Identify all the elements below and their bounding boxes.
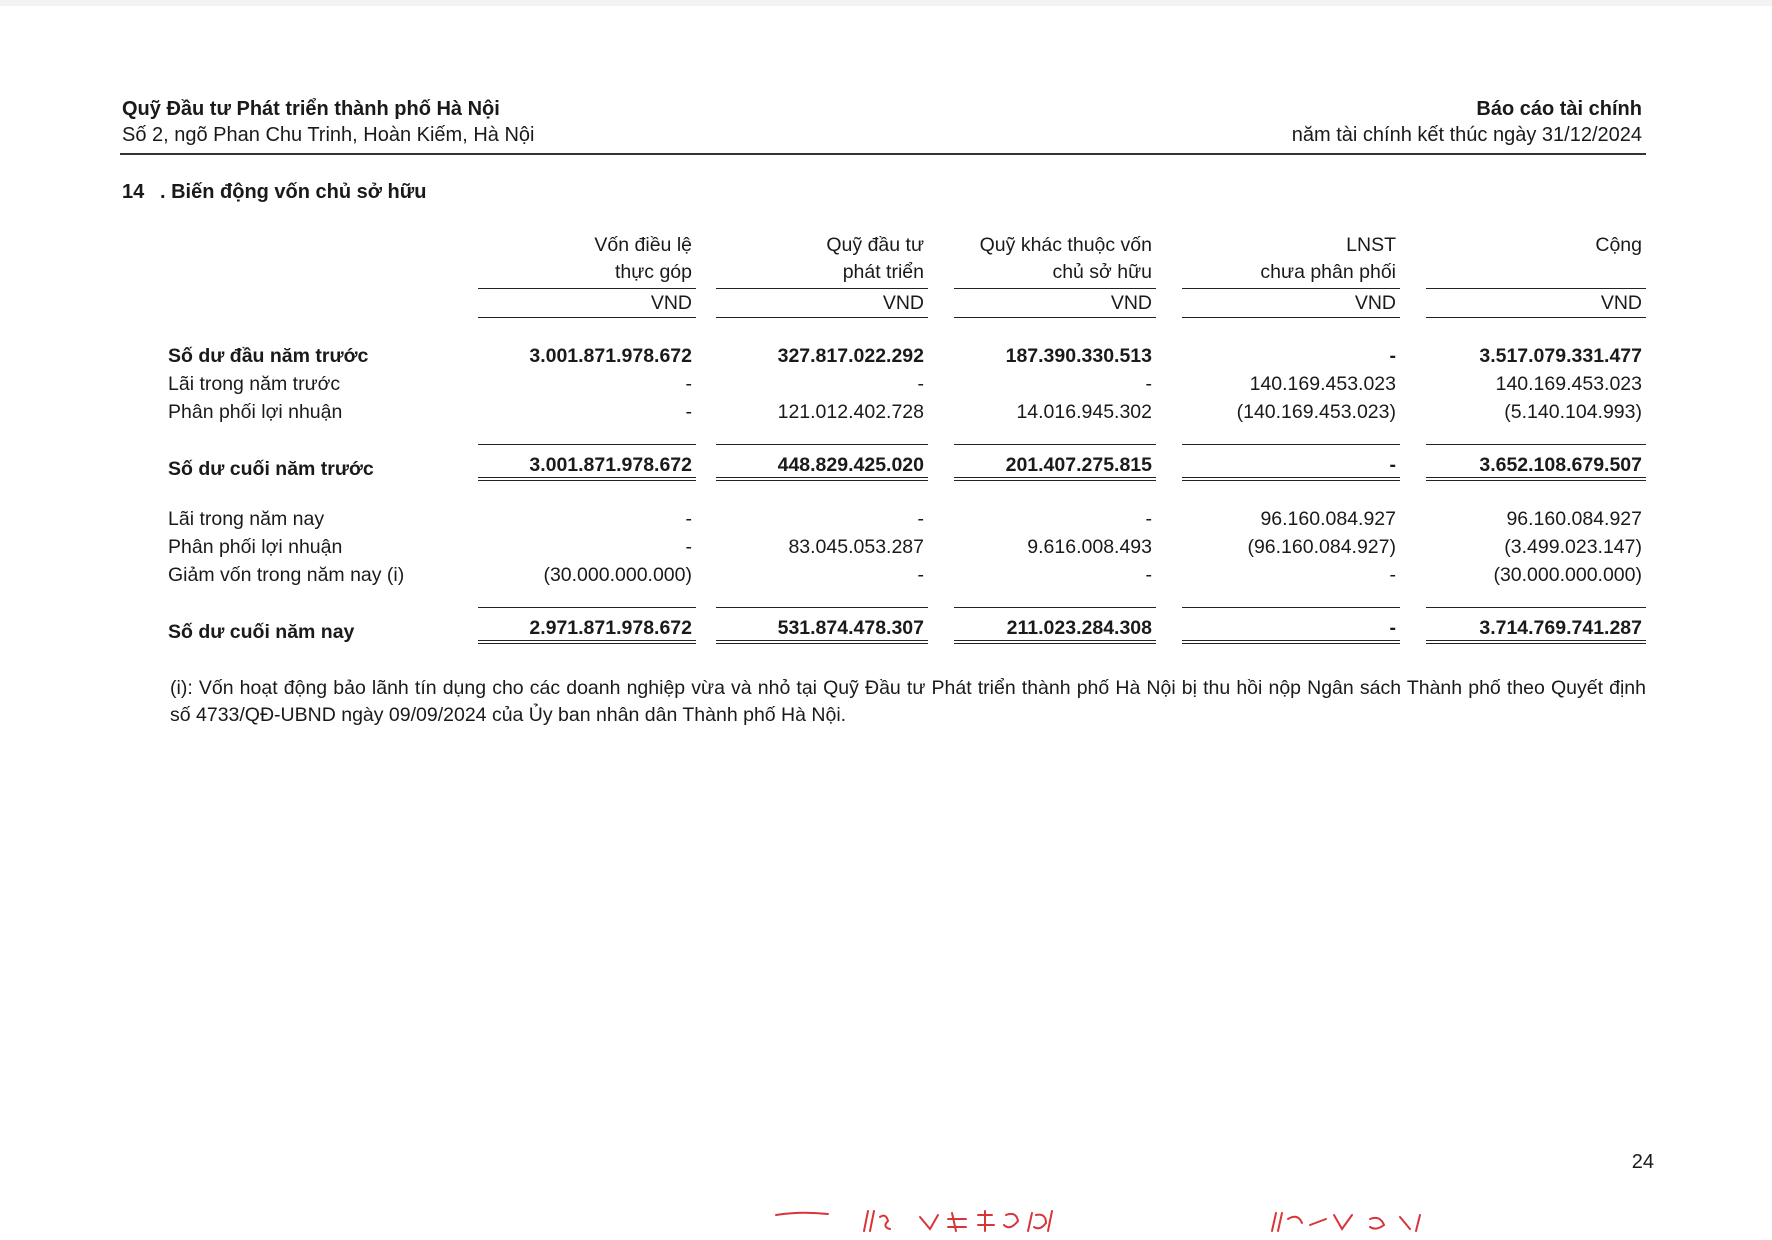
cell-value: (140.169.453.023): [1236, 401, 1396, 423]
cell-value: -: [1182, 444, 1400, 481]
col-header-von-dieu-le: Vốn điều lệ thực góp: [478, 232, 696, 289]
stamp-stroke: [1370, 1215, 1420, 1231]
scan-edge: [0, 0, 1772, 6]
cell-value: 3.001.871.978.672: [529, 345, 692, 367]
col-header-quy-dau-tu: Quỹ đầu tư phát triển: [716, 232, 928, 289]
cell-value: 448.829.425.020: [716, 444, 928, 481]
cell-value: 14.016.945.302: [1016, 401, 1152, 423]
report-title: Báo cáo tài chính: [1476, 98, 1642, 120]
header-left: [122, 96, 534, 148]
cell-value: 187.390.330.513: [1005, 345, 1152, 367]
cell-value: -: [685, 401, 692, 423]
total-row-current-year: [168, 607, 1646, 644]
column-header-row: [168, 232, 1646, 289]
org-name: Quỹ Đầu tư Phát triển thành phố Hà Nội: [122, 98, 500, 120]
section-number: 14: [122, 181, 145, 203]
col-header-quy-khac: Quỹ khác thuộc vốn chủ sở hữu: [954, 232, 1156, 289]
table-row: [168, 559, 1646, 587]
cell-value: (30.000.000.000): [1493, 564, 1642, 586]
header-rule: [120, 153, 1646, 155]
cell-value: 96.160.084.927: [1260, 508, 1396, 530]
total-row-prior-year: [168, 444, 1646, 481]
cell-value: 3.001.871.978.672: [478, 444, 696, 481]
unit-row: [168, 289, 1646, 318]
row-label: Số dư cuối năm trước: [168, 458, 374, 480]
stamp-stroke: [920, 1213, 966, 1231]
cell-value: 83.045.053.287: [788, 536, 924, 558]
cell-value: -: [685, 536, 692, 558]
cell-value: 531.874.478.307: [716, 607, 928, 644]
unit-cell: VND: [1426, 289, 1646, 318]
cell-value: -: [1389, 564, 1396, 586]
header-right: [1292, 96, 1642, 148]
section-heading: [122, 181, 426, 204]
unit-cell: VND: [478, 289, 696, 318]
unit-cell: VND: [716, 289, 928, 318]
cell-value: -: [1182, 607, 1400, 644]
row-label: Phân phối lợi nhuận: [168, 401, 343, 423]
row-label: Lãi trong năm trước: [168, 373, 341, 395]
stamp-stroke: [864, 1211, 890, 1231]
signature-stamp-marks: [770, 1205, 1490, 1235]
cell-value: (5.140.104.993): [1504, 401, 1642, 423]
equity-changes-table: [168, 232, 1646, 644]
cell-value: -: [1145, 564, 1152, 586]
stamp-stroke: [1028, 1211, 1052, 1231]
table-row: [168, 531, 1646, 559]
row-label: Giảm vốn trong năm nay (i): [168, 564, 405, 586]
stamp-stroke: [978, 1211, 1018, 1231]
cell-value: 3.652.108.679.507: [1426, 444, 1646, 481]
col-header-cong: Cộng: [1426, 232, 1646, 289]
cell-value: 9.616.008.493: [1027, 536, 1152, 558]
cell-value: -: [1389, 345, 1396, 367]
cell-value: 3.517.079.331.477: [1479, 345, 1642, 367]
row-label: Số dư đầu năm trước: [168, 345, 369, 367]
row-label: Số dư cuối năm nay: [168, 621, 355, 643]
table-row: [168, 503, 1646, 531]
table-row: [168, 340, 1646, 368]
cell-value: 201.407.275.815: [954, 444, 1156, 481]
cell-value: (96.160.084.927): [1247, 536, 1396, 558]
footnote: (i): Vốn hoạt động bảo lãnh tín dụng cho các doanh nghiệp vừa và nhỏ tại Quỹ Đầu tư Phát triển thành phố Hà Nội bị thu hồi nộp Ngân sách Thành phố theo Quyết định số 4733/QĐ-UBND ngày 09/09/2024 của Ủy ban nhân dân Thành phố Hà Nội.: [170, 677, 1646, 726]
cell-value: -: [917, 373, 924, 395]
cell-value: 211.023.284.308: [954, 607, 1156, 644]
cell-value: 327.817.022.292: [777, 345, 924, 367]
unit-cell: VND: [954, 289, 1156, 318]
cell-value: 121.012.402.728: [777, 401, 924, 423]
cell-value: -: [1145, 373, 1152, 395]
org-address: Số 2, ngõ Phan Chu Trinh, Hoàn Kiếm, Hà Nội: [122, 124, 535, 146]
page-number: 24: [1631, 1151, 1654, 1173]
cell-value: -: [685, 373, 692, 395]
cell-value: 3.714.769.741.287: [1426, 607, 1646, 644]
report-period: năm tài chính kết thúc ngày 31/12/2024: [1291, 124, 1642, 146]
row-label: Lãi trong năm nay: [168, 508, 325, 530]
cell-value: 140.169.453.023: [1249, 373, 1396, 395]
section-title: . Biến động vốn chủ sở hữu: [160, 181, 427, 203]
cell-value: 96.160.084.927: [1506, 508, 1642, 530]
cell-value: 140.169.453.023: [1495, 373, 1642, 395]
stamp-stroke: [1272, 1213, 1352, 1231]
cell-value: -: [1145, 508, 1152, 530]
cell-value: -: [917, 564, 924, 586]
cell-value: -: [685, 508, 692, 530]
stamp-stroke: [776, 1213, 828, 1215]
cell-value: -: [917, 508, 924, 530]
cell-value: 2.971.871.978.672: [478, 607, 696, 644]
col-header-lnst: LNST chưa phân phối: [1182, 232, 1400, 289]
row-label: Phân phối lợi nhuận: [168, 536, 343, 558]
cell-value: (3.499.023.147): [1504, 536, 1642, 558]
table-row: [168, 396, 1646, 424]
unit-cell: VND: [1182, 289, 1400, 318]
table-row: [168, 368, 1646, 396]
cell-value: (30.000.000.000): [543, 564, 692, 586]
